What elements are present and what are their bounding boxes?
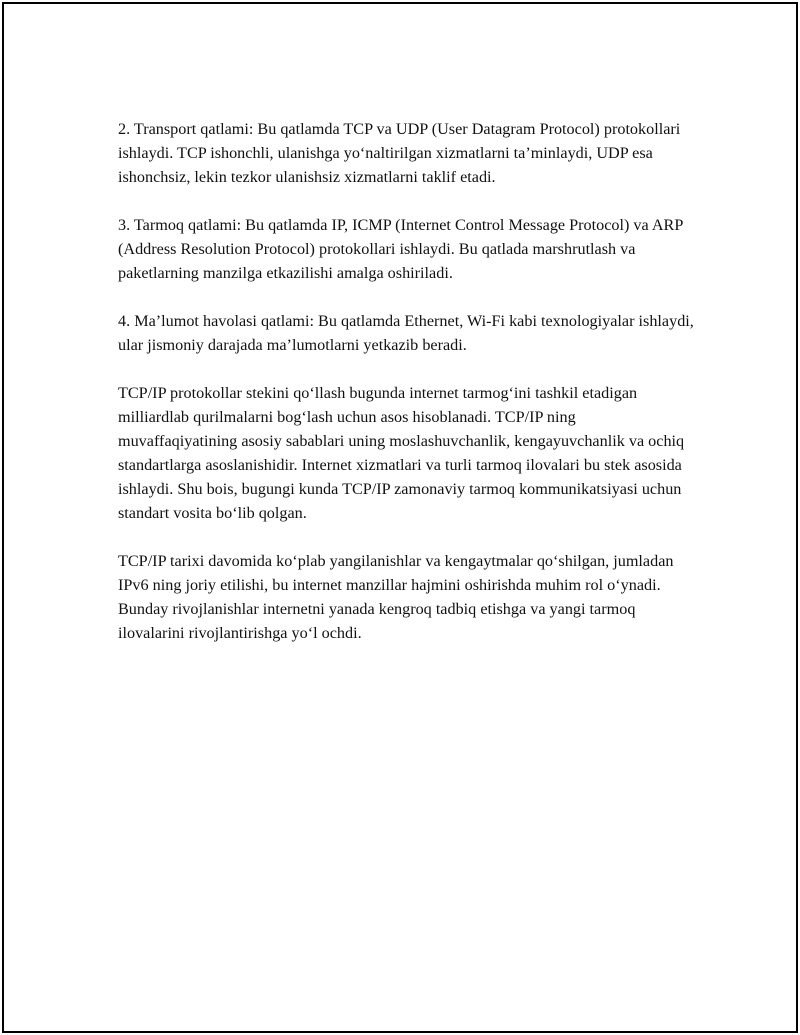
paragraph-tcpip-usage: TCP/IP protokollar stekini qo‘llash bugunda internet tarmog‘ini tashkil etadigan milliardlab qurilmalarni bog‘lash uchun asos hisoblanadi. TCP/IP ning muvaffaqiyatining asosiy sabablari uning moslashuvchanlik, kengayuvchanlik va ochiq standartlarga asoslanishidir. Internet xizmatlari va turli tarmoq ilovalari bu stek asosida ishlaydi. Shu bois, bugungi kunda TCP/IP zamonaviy tarmoq kommunikatsiyasi uchun standart vosita bo‘lib qolgan. bbox=[118, 384, 685, 522]
paragraph-data-link-layer: 4. Ma’lumot havolasi qatlami: Bu qatlamda Ethernet, Wi-Fi kabi texnologiyalar ishlaydi, ular jismoniy darajada ma’lumotlarni yetkazib beradi. bbox=[118, 312, 694, 354]
paragraph-tcpip-history: TCP/IP tarixi davomida ko‘plab yangilanishlar va kengaytmalar qo‘shilgan, jumladan IPv6 ning joriy etilishi, bu internet manzillar hajmini oshirishda muhim rol o‘ynadi. Bunday rivojlanishlar internetni yanada kengroq tadbiq etishga va yangi tarmoq ilovalarini rivojlantirishga yo‘l ochdi. bbox=[118, 552, 674, 642]
paragraph-network-layer: 3. Tarmoq qatlami: Bu qatlamda IP, ICMP (Internet Control Message Protocol) va ARP (Address Resolution Protocol) protokollari ishlaydi. Bu qatlada marshrutlash va paketlarning manzilga etkazilishi amalga oshiriladi. bbox=[118, 216, 683, 282]
document-body bbox=[118, 117, 698, 669]
paragraph-transport-layer: 2. Transport qatlami: Bu qatlamda TCP va UDP (User Datagram Protocol) protokollari ishlaydi. TCP ishonchli, ulanishga yo‘naltirilgan xizmatlarni ta’minlaydi, UDP esa ishonchsiz, lekin tezkor ulanishsiz xizmatlarni taklif etadi. bbox=[118, 120, 681, 186]
